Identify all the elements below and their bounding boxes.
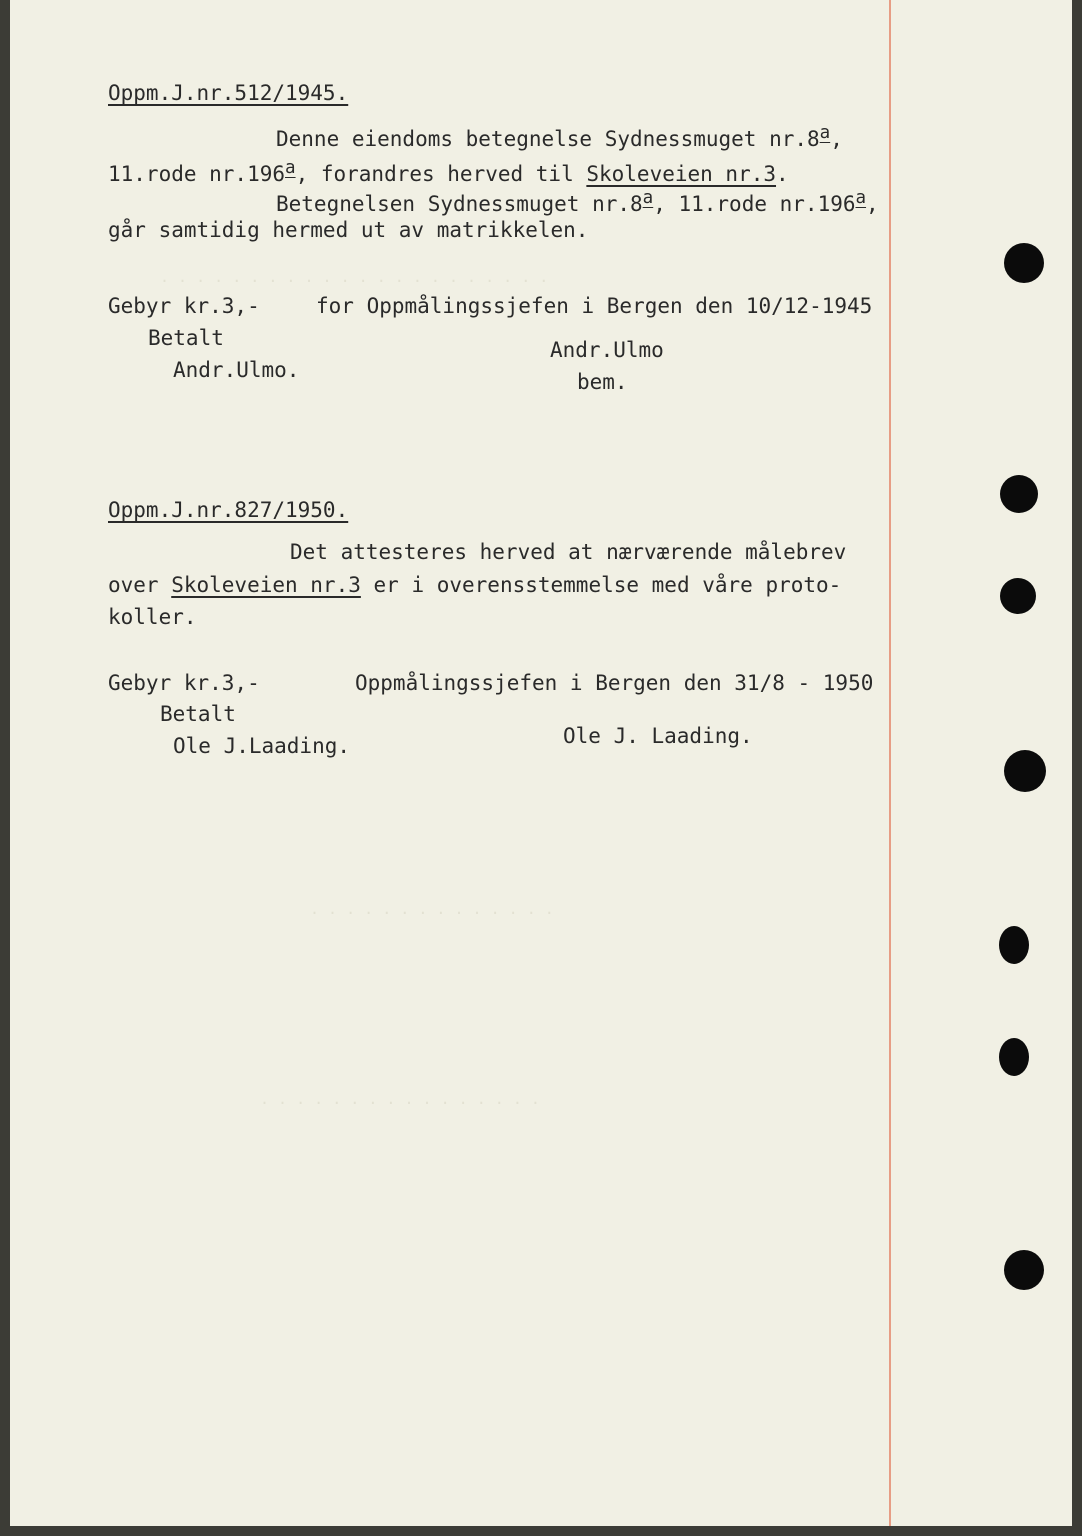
entry2-reference: Oppm.J.nr.827/1950.	[108, 498, 349, 522]
punch-hole-icon	[999, 1038, 1029, 1076]
punch-hole-icon	[1004, 1250, 1044, 1290]
entry1-reference: Oppm.J.nr.512/1945.	[108, 81, 349, 105]
entry1-signer-note: bem.	[577, 370, 628, 394]
address-underlined: Skoleveien nr.3	[586, 162, 777, 186]
entry1-line4: går samtidig hermed ut av matrikkelen.	[108, 218, 589, 242]
margin-line	[889, 0, 891, 1526]
entry1-line1: Denne eiendoms betegnelse Sydnessmuget nr.8$^a$,	[276, 123, 843, 151]
address-underlined: Skoleveien nr.3	[171, 573, 361, 597]
entry2-paid: Betalt	[160, 702, 236, 726]
punch-hole-icon	[1004, 750, 1046, 792]
entry1-line2: 11.rode nr.196$^a$, forandres herved til Skoleveien nr.3.	[108, 158, 789, 186]
entry2-paid-by: Ole J.Laading.	[173, 734, 351, 758]
bleed-through: . . . . . . . . . . . . . . . . . . . . . .	[160, 268, 549, 286]
punch-hole-icon	[1004, 243, 1044, 283]
entry2-fee: Gebyr kr.3,-	[108, 671, 260, 695]
entry2-signer: Ole J. Laading.	[563, 724, 753, 748]
entry1-signer: Andr.Ulmo	[550, 338, 664, 362]
entry1-line3: Betegnelsen Sydnessmuget nr.8$^a$, 11.rode nr.196$^a$,	[276, 188, 879, 216]
entry1-paid-by: Andr.Ulmo.	[173, 358, 300, 382]
bleed-through: . . . . . . . . . . . . . .	[310, 900, 554, 918]
punch-hole-icon	[1000, 475, 1038, 513]
punch-hole-icon	[1000, 578, 1036, 614]
punch-hole-icon	[999, 926, 1029, 964]
entry2-line2: over Skoleveien nr.3 er i overensstemmelse med våre proto-	[108, 573, 842, 597]
entry2-line1: Det attesteres herved at nærværende målebrev	[290, 540, 847, 564]
entry2-signature-line: Oppmålingssjefen i Bergen den 31/8 - 1950	[355, 671, 874, 695]
entry2-line3: koller.	[108, 605, 197, 629]
document-page	[10, 0, 1072, 1526]
bleed-through: . . . . . . . . . . . . . . . .	[260, 1090, 540, 1108]
entry1-signature-line: for Oppmålingssjefen i Bergen den 10/12-1945	[316, 294, 873, 318]
entry1-fee: Gebyr kr.3,-	[108, 294, 260, 318]
entry1-paid: Betalt	[148, 326, 224, 350]
